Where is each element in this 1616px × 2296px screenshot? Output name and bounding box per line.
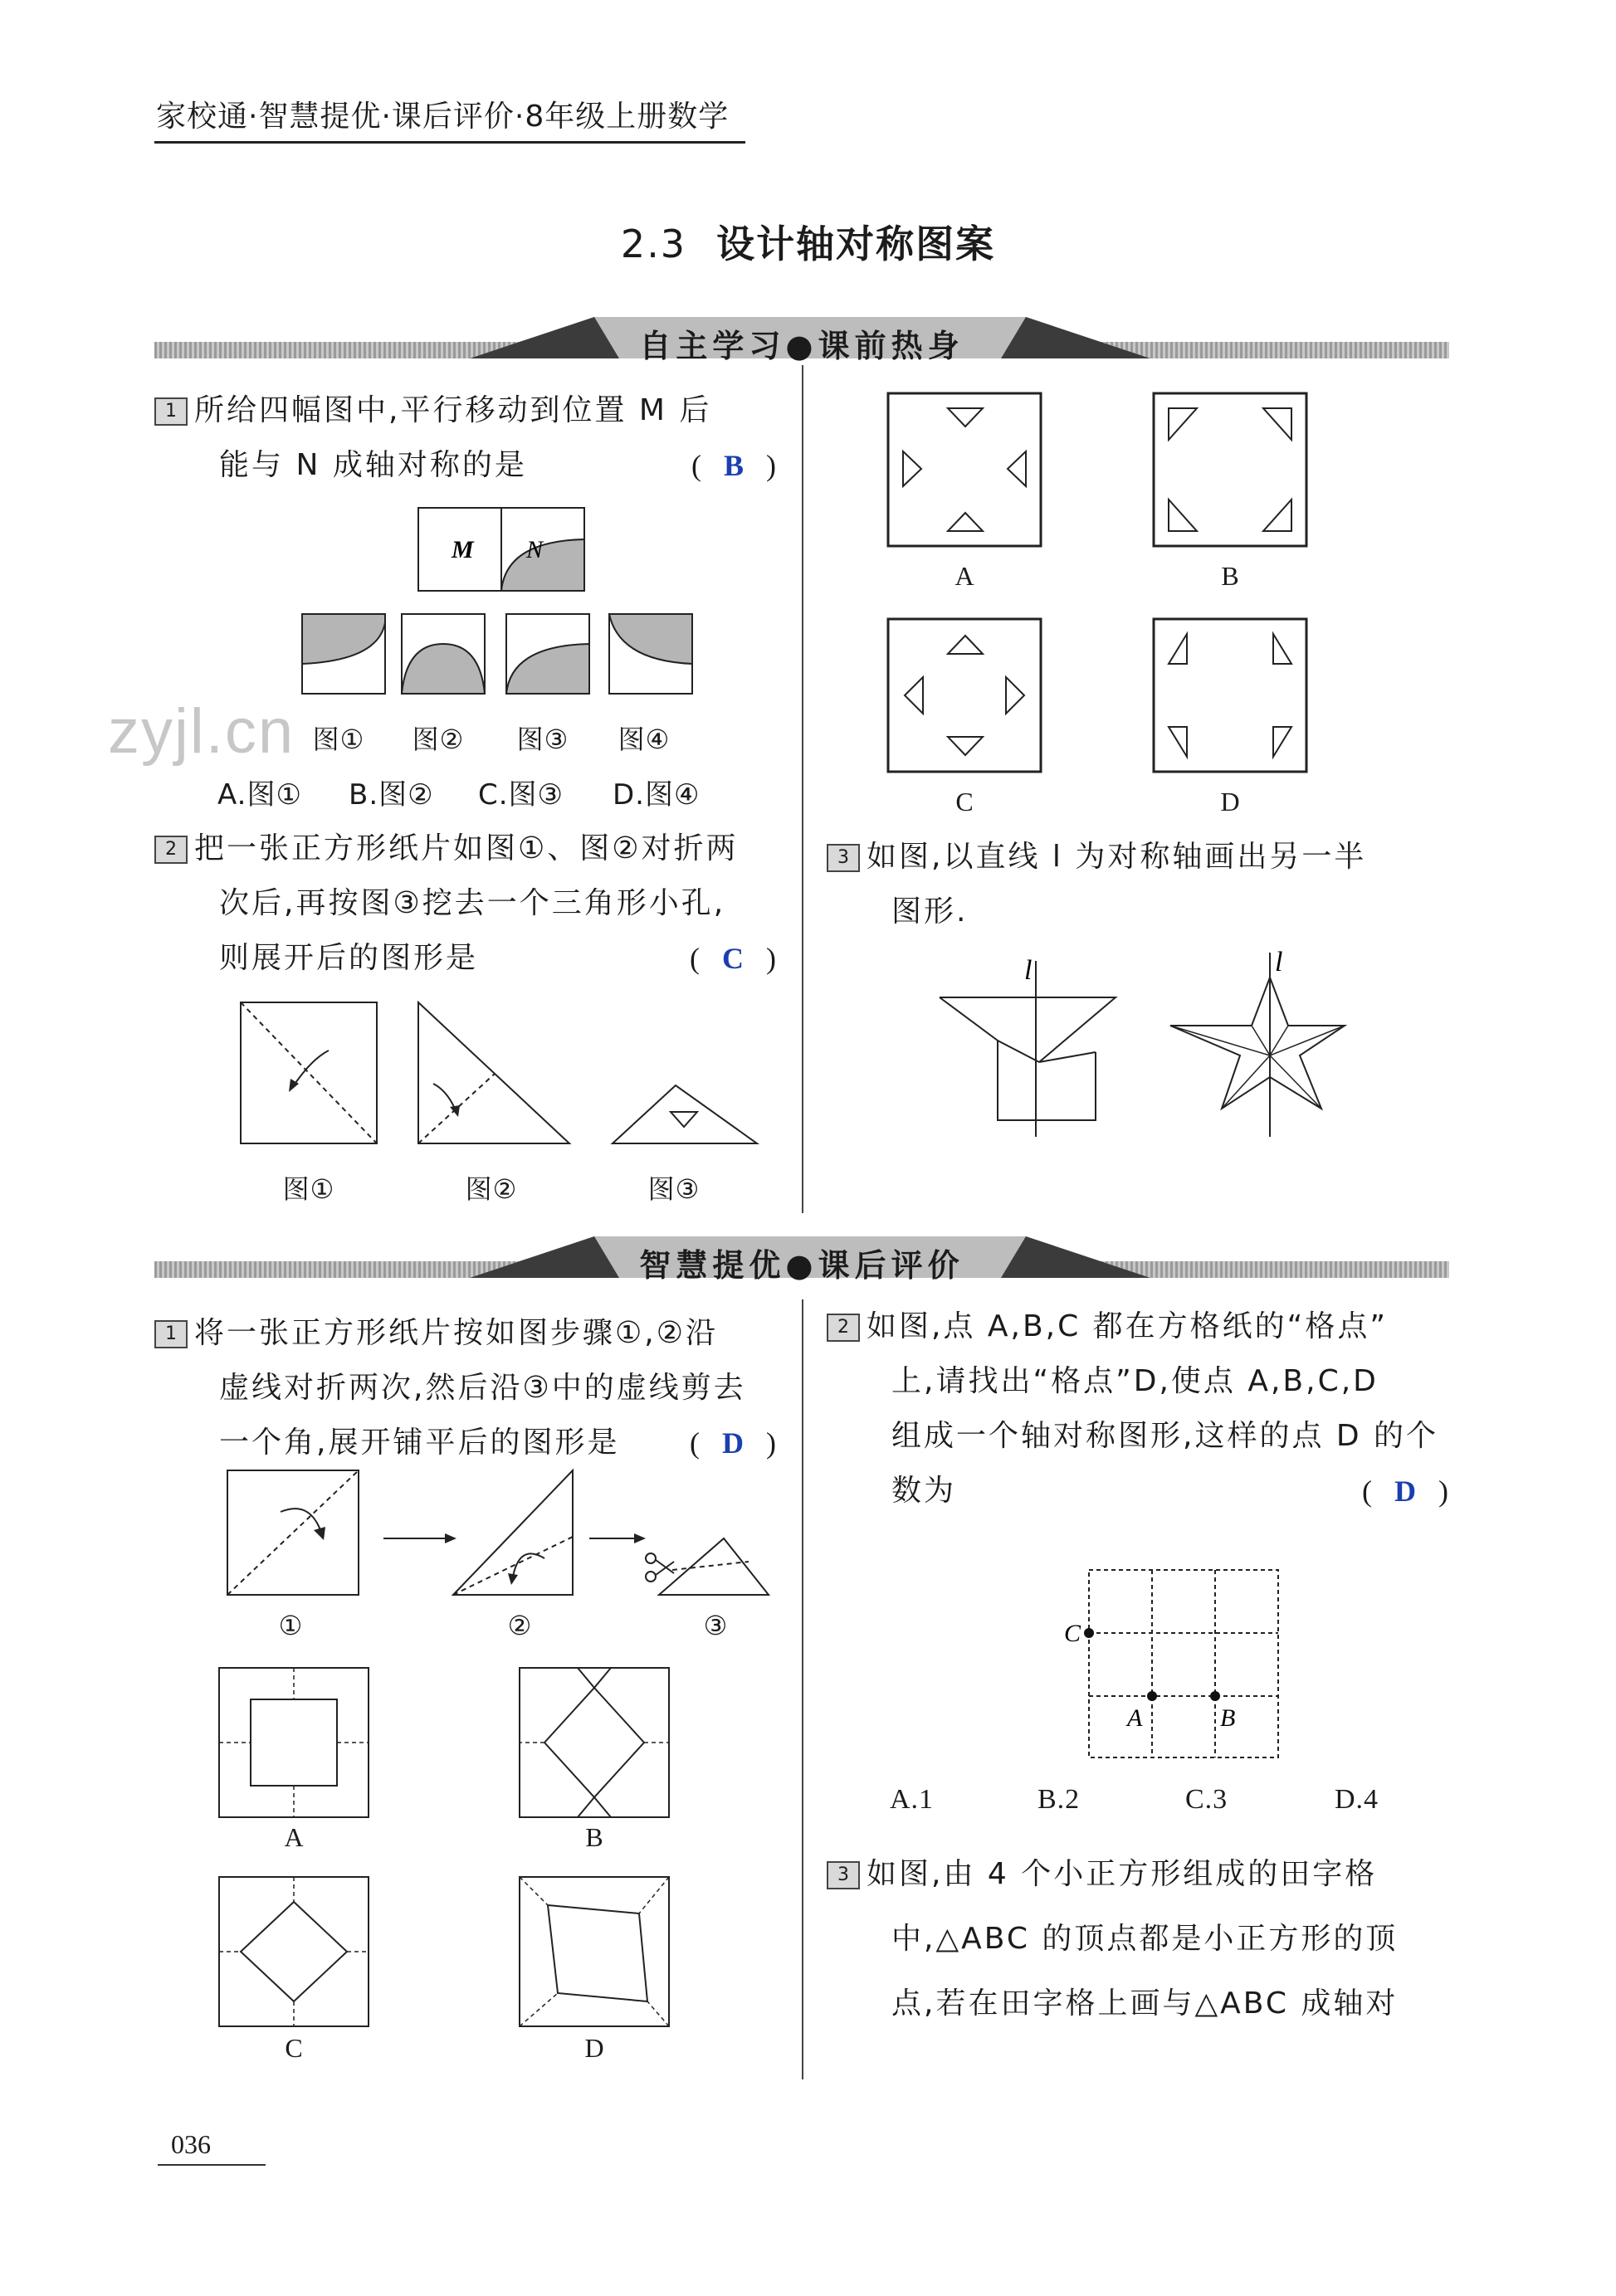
question-text: 将一张正方形纸片按如图步骤①,②沿 xyxy=(194,1316,718,1350)
band-label: 自主学习●课前热身 xyxy=(639,328,964,364)
choice-label-d: D xyxy=(1220,787,1240,817)
choice-c-figure xyxy=(888,619,1041,772)
point-b xyxy=(1210,1691,1220,1701)
option-c: C.图③ xyxy=(478,778,564,812)
question-text: 如图,以直线 l 为对称轴画出另一半 xyxy=(867,840,1367,874)
label-a: A xyxy=(1127,1704,1143,1732)
fold-step-2 xyxy=(418,1002,569,1143)
post-q1-choices xyxy=(154,1660,785,2074)
question-text: 则展开后的图形是 xyxy=(219,941,479,975)
question-text: 中,△ABC 的顶点都是小正方形的顶 xyxy=(891,1922,1399,1956)
point-a xyxy=(1147,1691,1157,1701)
answer: D xyxy=(722,1426,746,1460)
axis-label: l xyxy=(1275,947,1283,977)
question-text: 数为 xyxy=(891,1474,957,1508)
option-b: B.2 xyxy=(1037,1784,1081,1815)
question-number: 1 xyxy=(154,397,188,426)
choice-a-figure xyxy=(888,393,1041,546)
fig-caption: 图① xyxy=(282,1173,335,1205)
step-label: ③ xyxy=(703,1610,728,1641)
choice-label-b: B xyxy=(585,1822,603,1852)
page-number-rule xyxy=(158,2164,266,2166)
answer: C xyxy=(722,942,746,975)
choice-label-a: A xyxy=(954,561,974,591)
step-3 xyxy=(659,1538,769,1595)
step-2 xyxy=(453,1470,573,1595)
scissors-icon xyxy=(646,1553,674,1582)
post-q1-steps xyxy=(154,1460,785,1601)
pre-question-1: 1 所给四幅图中,平行移动到位置 M 后 能与 N 成轴对称的是 ( B ) xyxy=(154,383,785,493)
fig-caption: 图④ xyxy=(618,724,671,755)
fig-caption: 图③ xyxy=(516,724,569,755)
option-figure-1 xyxy=(302,614,385,694)
option-b: B.图② xyxy=(349,778,434,812)
answer: B xyxy=(723,449,746,482)
question-number: 3 xyxy=(827,844,860,872)
column-divider xyxy=(802,1299,803,2079)
question-text: 组成一个轴对称图形,这样的点 D 的个 xyxy=(891,1419,1439,1453)
fig-caption: 图② xyxy=(465,1173,518,1205)
pre-q2-choices xyxy=(880,385,1328,783)
question-text: 一个角,展开铺平后的图形是 xyxy=(219,1426,620,1460)
pre-q3-figure xyxy=(930,946,1394,1145)
fig-caption: 图① xyxy=(312,724,365,755)
question-text: 点,若在田字格上画与△ABC 成轴对 xyxy=(891,1986,1399,2021)
pre-question-2: 2 把一张正方形纸片如图①、图②对折两 次后,再按图③挖去一个三角形小孔, 则展开后的图形是 ( C ) xyxy=(154,821,785,986)
question-number: 3 xyxy=(827,1861,860,1889)
option-d: D.4 xyxy=(1335,1784,1379,1815)
option-c: C.3 xyxy=(1185,1784,1228,1815)
option-figure-2 xyxy=(402,614,485,694)
pre-question-3 xyxy=(827,830,1457,939)
watermark: zyjl.cn xyxy=(108,696,295,767)
half-figure-left xyxy=(940,955,1116,1137)
question-text: 如图,由 4 个小正方形组成的田字格 xyxy=(867,1857,1378,1891)
question-text: 所给四幅图中,平行移动到位置 M 后 xyxy=(194,393,712,427)
section-title-text: 设计轴对称图案 xyxy=(716,222,996,266)
question-text: 能与 N 成轴对称的是 xyxy=(219,448,527,482)
question-text: 把一张正方形纸片如图①、图②对折两 xyxy=(194,831,739,865)
answer: D xyxy=(1394,1475,1418,1508)
page-number: 036 xyxy=(171,2129,211,2159)
question-text: 上,请找出“格点”D,使点 A,B,C,D xyxy=(891,1364,1379,1398)
post-question-3 xyxy=(827,1842,1457,2036)
half-figure-right xyxy=(1170,947,1345,1137)
section-band-pre xyxy=(154,314,1449,372)
question-text: 次后,再按图③挖去一个三角形小孔, xyxy=(219,886,726,920)
pre-q2-figure xyxy=(154,992,785,1192)
choice-d-figure xyxy=(520,1877,669,2026)
option-figure-4 xyxy=(609,614,692,694)
fold-step-3 xyxy=(613,1085,757,1143)
fold-step-1 xyxy=(241,1002,377,1143)
choice-label-d: D xyxy=(584,2033,604,2063)
question-text: 虚线对折两次,然后沿③中的虚线剪去 xyxy=(219,1371,746,1405)
grid-figure xyxy=(1046,1560,1295,1767)
choice-label-b: B xyxy=(1221,561,1239,591)
question-number: 2 xyxy=(154,836,188,864)
option-a: A.1 xyxy=(890,1784,935,1815)
step-label: ① xyxy=(278,1610,303,1641)
choice-label-c: C xyxy=(955,787,974,817)
header-rule xyxy=(154,141,745,144)
label-m: M xyxy=(452,536,474,563)
point-c xyxy=(1084,1628,1094,1638)
label-n: N xyxy=(526,536,544,563)
question-text: 图形. xyxy=(891,895,969,929)
choice-d-figure xyxy=(1154,619,1306,772)
option-a: A.图① xyxy=(217,778,302,812)
column-divider xyxy=(802,365,803,1213)
step-label: ② xyxy=(507,1610,532,1641)
option-d: D.图④ xyxy=(613,778,701,812)
option-figure-3 xyxy=(506,614,589,694)
label-b: B xyxy=(1220,1704,1236,1732)
choice-b-figure xyxy=(520,1668,669,1817)
band-label: 智慧提优●课后评价 xyxy=(639,1247,964,1284)
section-title xyxy=(0,214,1616,269)
choice-c-figure xyxy=(219,1877,369,2026)
running-header: 家校通·智慧提优·课后评价·8年级上册数学 xyxy=(156,100,730,134)
fig-caption: 图③ xyxy=(647,1173,701,1205)
choice-label-a: A xyxy=(284,1822,304,1852)
label-c: C xyxy=(1064,1620,1081,1647)
choice-label-c: C xyxy=(285,2033,303,2063)
question-number: 2 xyxy=(827,1314,860,1342)
axis-label: l xyxy=(1024,955,1033,986)
section-band-post xyxy=(154,1233,1449,1291)
post-question-2: 2 如图,点 A,B,C 都在方格纸的“格点” 上,请找出“格点”D,使点 A,B,C,D 组成一个轴对称图形,这样的点 D 的个 数为 ( D ) xyxy=(827,1299,1457,1518)
question-text: 如图,点 A,B,C 都在方格纸的“格点” xyxy=(867,1309,1388,1343)
post-question-1: 1 将一张正方形纸片按如图步骤①,②沿 虚线对折两次,然后沿③中的虚线剪去 一个角,展开铺平后的图形是 ( D ) xyxy=(154,1306,785,1470)
section-number: 2.3 xyxy=(620,222,687,266)
choice-b-figure xyxy=(1154,393,1306,546)
step-1 xyxy=(227,1470,359,1595)
fig-caption: 图② xyxy=(412,724,465,755)
question-number: 1 xyxy=(154,1320,188,1348)
choice-a-figure xyxy=(219,1668,369,1817)
